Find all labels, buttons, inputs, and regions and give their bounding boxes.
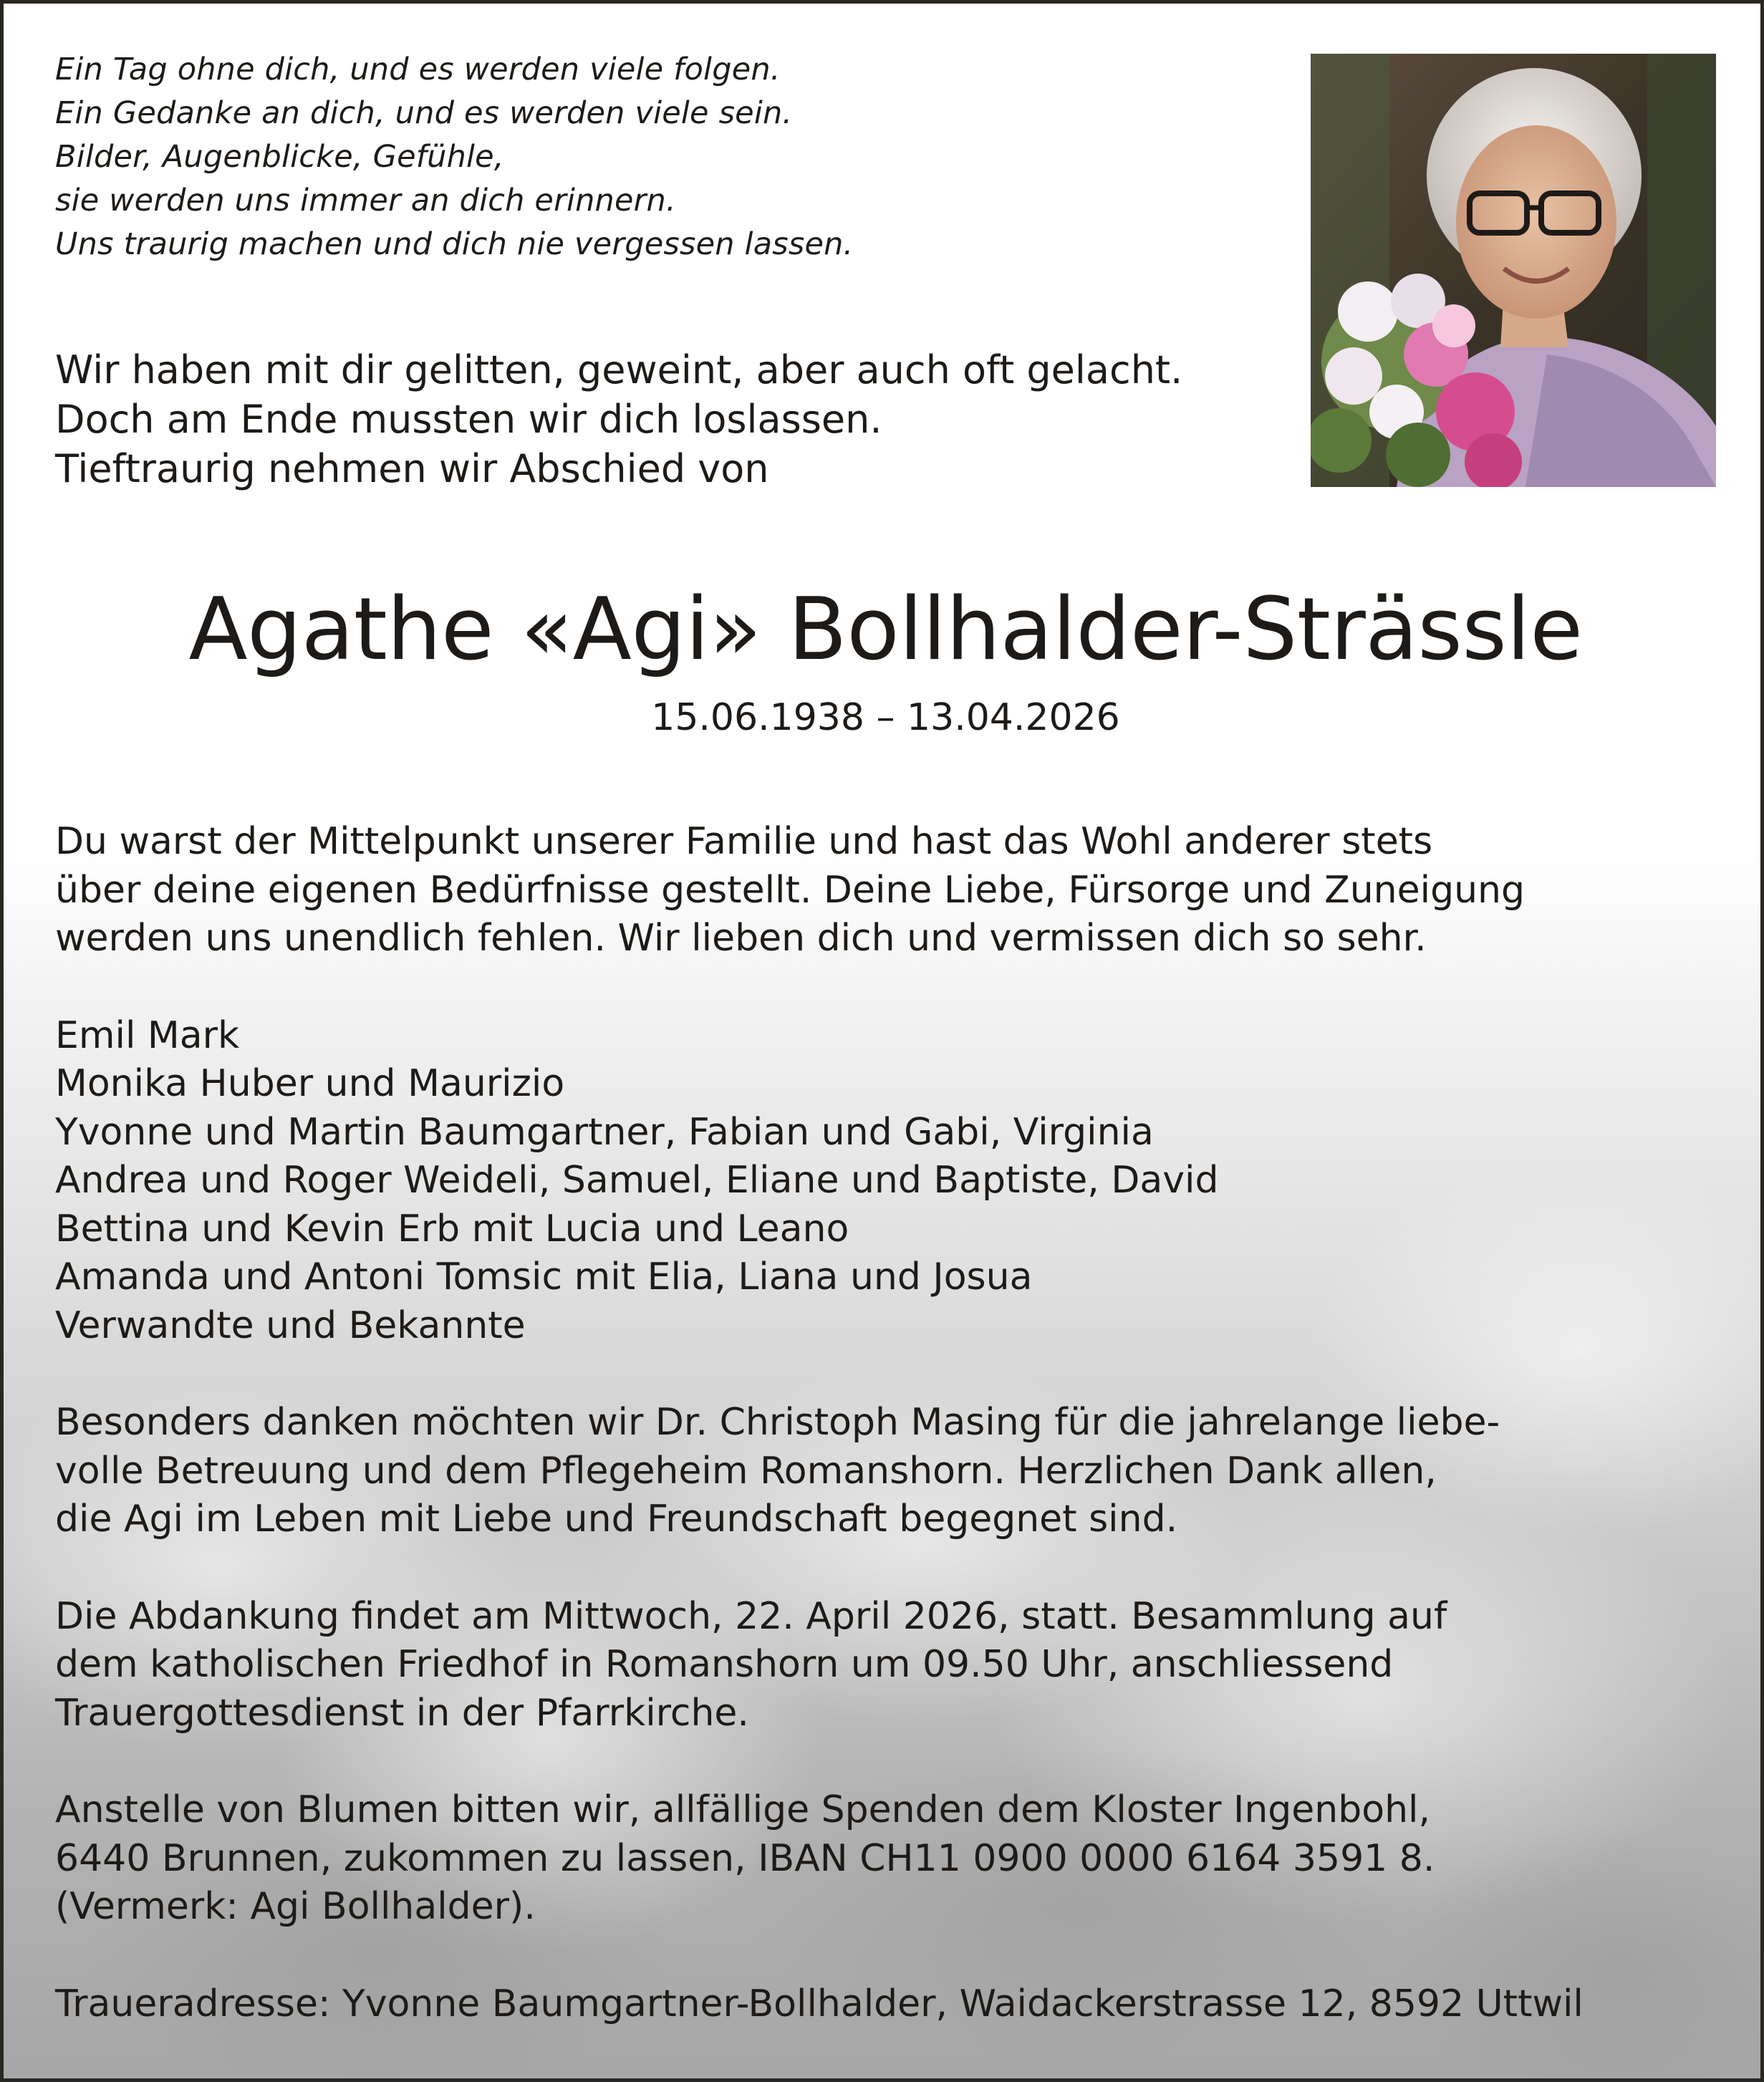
poem-line: Ein Gedanke an dich, und es werden viele sein. [55,95,793,131]
opening-poem [55,48,853,266]
poem-line: Bilder, Augenblicke, Gefühle, [55,139,504,175]
ceremony-paragraph [55,1593,1584,1738]
intro-text [55,345,1182,493]
intro-line: Wir haben mit dir gelitten, geweint, aber auch oft gelacht. [55,347,1183,392]
poem-line: Uns traurig machen und dich nie vergessen lassen. [55,226,854,262]
mourner-line: Bettina und Kevin Erb mit Lucia und Leano [55,1207,849,1250]
deceased-name: Agathe «Agi» Bollhalder-Strässle [188,580,1583,680]
donation-paragraph [55,1786,1584,1932]
thanks-line: Besonders danken möchten wir Dr. Christoph Masing für die jahrelange liebe- [55,1401,1500,1444]
ceremony-line: Trauergottesdienst in der Pfarrkirche. [55,1691,749,1735]
intro-line: Tieftraurig nehmen wir Abschied von [55,446,769,491]
donation-line: Anstelle von Blumen bitten wir, allfällige Spenden dem Kloster Ingenbohl, [55,1788,1431,1831]
thanks-line: volle Betreuung und dem Pflegeheim Romanshorn. Herzlichen Dank allen, [55,1449,1437,1493]
ceremony-line: dem katholischen Friedhof in Romanshorn um 09.50 Uhr, anschliessend [55,1643,1394,1686]
mourner-line: Yvonne und Martin Baumgartner, Fabian und Gabi, Virginia [55,1110,1154,1154]
mourner-line: Verwandte und Bekannte [55,1303,526,1347]
thanks-line: die Agi im Leben mit Liebe und Freundschaft begegnet sind. [55,1498,1178,1541]
portrait-image [1311,54,1716,487]
donation-line: (Vermerk: Agi Bollhalder). [55,1885,536,1928]
thanks-paragraph [55,1399,1584,1544]
poem-line: sie werden uns immer an dich erinnern. [55,183,676,218]
life-dates: 15.06.1938 – 13.04.2026 [651,696,1120,739]
obituary-body [55,818,1584,2077]
tribute-paragraph [55,818,1584,963]
tribute-line: über deine eigenen Bedürfnisse gestellt. Deine Liebe, Fürsorge und Zuneigung [55,868,1525,912]
mourning-address: Traueradresse: Yvonne Baumgartner-Bollhalder, Waidackerstrasse 12, 8592 Uttwil [55,1982,1584,2025]
tribute-line: werden uns unendlich fehlen. Wir lieben dich und vermissen dich so sehr. [55,917,1427,960]
mourner-line: Emil Mark [55,1013,240,1057]
donation-line: 6440 Brunnen, zukommen zu lassen, IBAN CH11 0900 0000 6164 3591 8. [55,1836,1435,1880]
poem-line: Ein Tag ohne dich, und es werden viele folgen. [55,52,781,87]
mourner-line: Andrea und Roger Weideli, Samuel, Eliane und Baptiste, David [55,1159,1219,1202]
mourners-list [55,1012,1584,1351]
mourner-line: Amanda und Antoni Tomsic mit Elia, Liana und Josua [55,1256,1033,1298]
ceremony-line: Die Abdankung findet am Mittwoch, 22. April 2026, statt. Besammlung auf [55,1594,1447,1638]
mourner-line: Monika Huber und Maurizio [55,1062,565,1105]
intro-line: Doch am Ende mussten wir dich loslassen. [55,397,882,442]
tribute-line: Du warst der Mittelpunkt unserer Familie und hast das Wohl anderer stets [55,820,1433,863]
portrait-photo [1311,54,1716,487]
